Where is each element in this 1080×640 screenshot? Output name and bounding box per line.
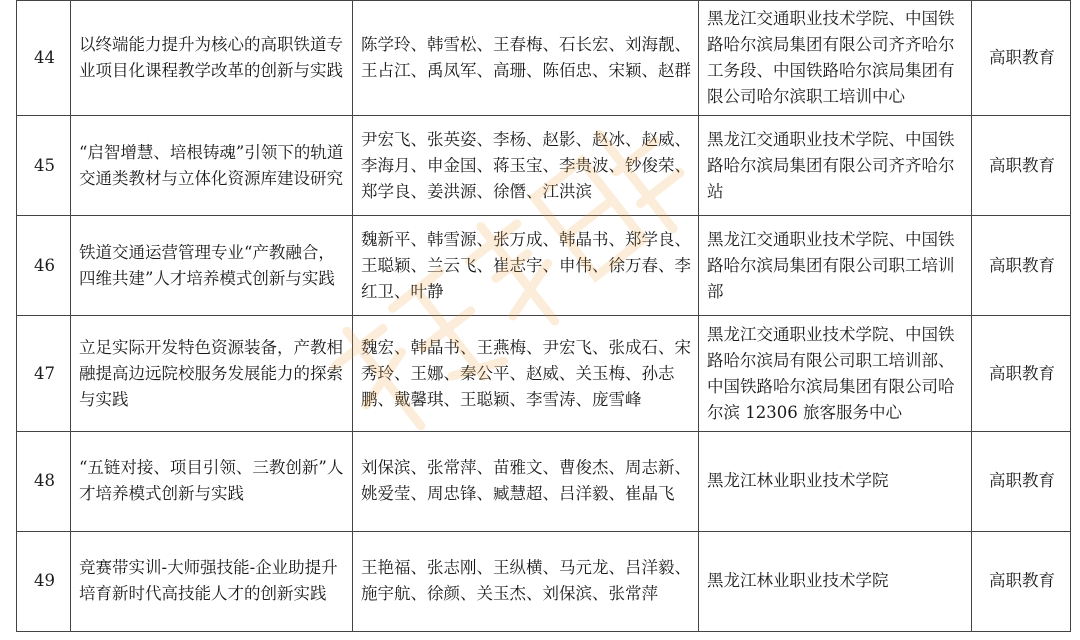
row-number: 47 — [17, 316, 71, 431]
team-members: 魏新平、韩雪源、张万成、韩晶书、郑学良、王聪颖、兰云飞、崔志宇、申伟、徐万春、李红卫、叶静 — [353, 216, 699, 316]
institutions: 黑龙江交通职业技术学院、中国铁路哈尔滨局有限公司职工培训部、中国铁路哈尔滨局集团有限公司哈尔滨 12306 旅客服务中心 — [699, 316, 972, 431]
project-title: 以终端能力提升为核心的高职铁道专业项目化课程教学改革的创新与实践 — [71, 1, 353, 116]
row-number: 48 — [17, 431, 71, 531]
table-row — [17, 116, 1071, 216]
project-title: “五链对接、项目引领、三教创新”人才培养模式创新与实践 — [71, 431, 353, 531]
team-members: 王艳福、张志刚、王纵横、马元龙、吕洋毅、施宇航、徐颜、关玉杰、刘保滨、张常萍 — [353, 531, 699, 631]
team-members: 刘保滨、张常萍、苗雅文、曹俊杰、周志新、姚爱莹、周忠锋、臧慧超、吕洋毅、崔晶飞 — [353, 431, 699, 531]
row-number: 46 — [17, 216, 71, 316]
row-number: 44 — [17, 1, 71, 116]
institutions: 黑龙江林业职业技术学院 — [699, 431, 972, 531]
category: 高职教育 — [972, 116, 1071, 216]
table-row — [17, 316, 1071, 431]
team-members: 尹宏飞、张英姿、李杨、赵影、赵冰、赵威、李海月、申金国、蒋玉宝、李贵波、钞俊荣、郑学良、姜洪源、徐僭、江洪滨 — [353, 116, 699, 216]
table-row — [17, 531, 1071, 631]
project-title: 竞赛带实训-大师强技能-企业助提升 培育新时代高技能人才的创新实践 — [71, 531, 353, 631]
institutions: 黑龙江交通职业技术学院、中国铁路哈尔滨局集团有限公司职工培训部 — [699, 216, 972, 316]
row-number: 49 — [17, 531, 71, 631]
project-title: 立足实际开发特色资源装备，产教相融提高边远院校服务发展能力的探索与实践 — [71, 316, 353, 431]
category: 高职教育 — [972, 431, 1071, 531]
institutions: 黑龙江林业职业技术学院 — [699, 531, 972, 631]
institutions: 黑龙江交通职业技术学院、中国铁路哈尔滨局集团有限公司齐齐哈尔工务段、中国铁路哈尔滨局集团有限公司哈尔滨职工培训中心 — [699, 1, 972, 116]
team-members: 魏宏、韩晶书、王燕梅、尹宏飞、张成石、宋秀玲、王娜、秦公平、赵威、关玉梅、孙志鹏、戴馨琪、王聪颖、李雪涛、庞雪峰 — [353, 316, 699, 431]
project-title: “启智增慧、培根铸魂”引领下的轨道交通类教材与立体化资源库建设研究 — [71, 116, 353, 216]
category: 高职教育 — [972, 531, 1071, 631]
row-number: 45 — [17, 116, 71, 216]
table-row — [17, 1, 1071, 116]
project-title: 铁道交通运营管理专业“产教融合，四维共建”人才培养模式创新与实践 — [71, 216, 353, 316]
team-members: 陈学玲、韩雪松、王春梅、石长宏、刘海靓、王占江、禹凤军、高珊、陈佰忠、宋颖、赵群 — [353, 1, 699, 116]
award-list-table — [16, 0, 1071, 632]
category: 高职教育 — [972, 1, 1071, 116]
institutions: 黑龙江交通职业技术学院、中国铁路哈尔滨局集团有限公司齐齐哈尔站 — [699, 116, 972, 216]
category: 高职教育 — [972, 216, 1071, 316]
category: 高职教育 — [972, 316, 1071, 431]
table-row — [17, 216, 1071, 316]
table-row — [17, 431, 1071, 531]
